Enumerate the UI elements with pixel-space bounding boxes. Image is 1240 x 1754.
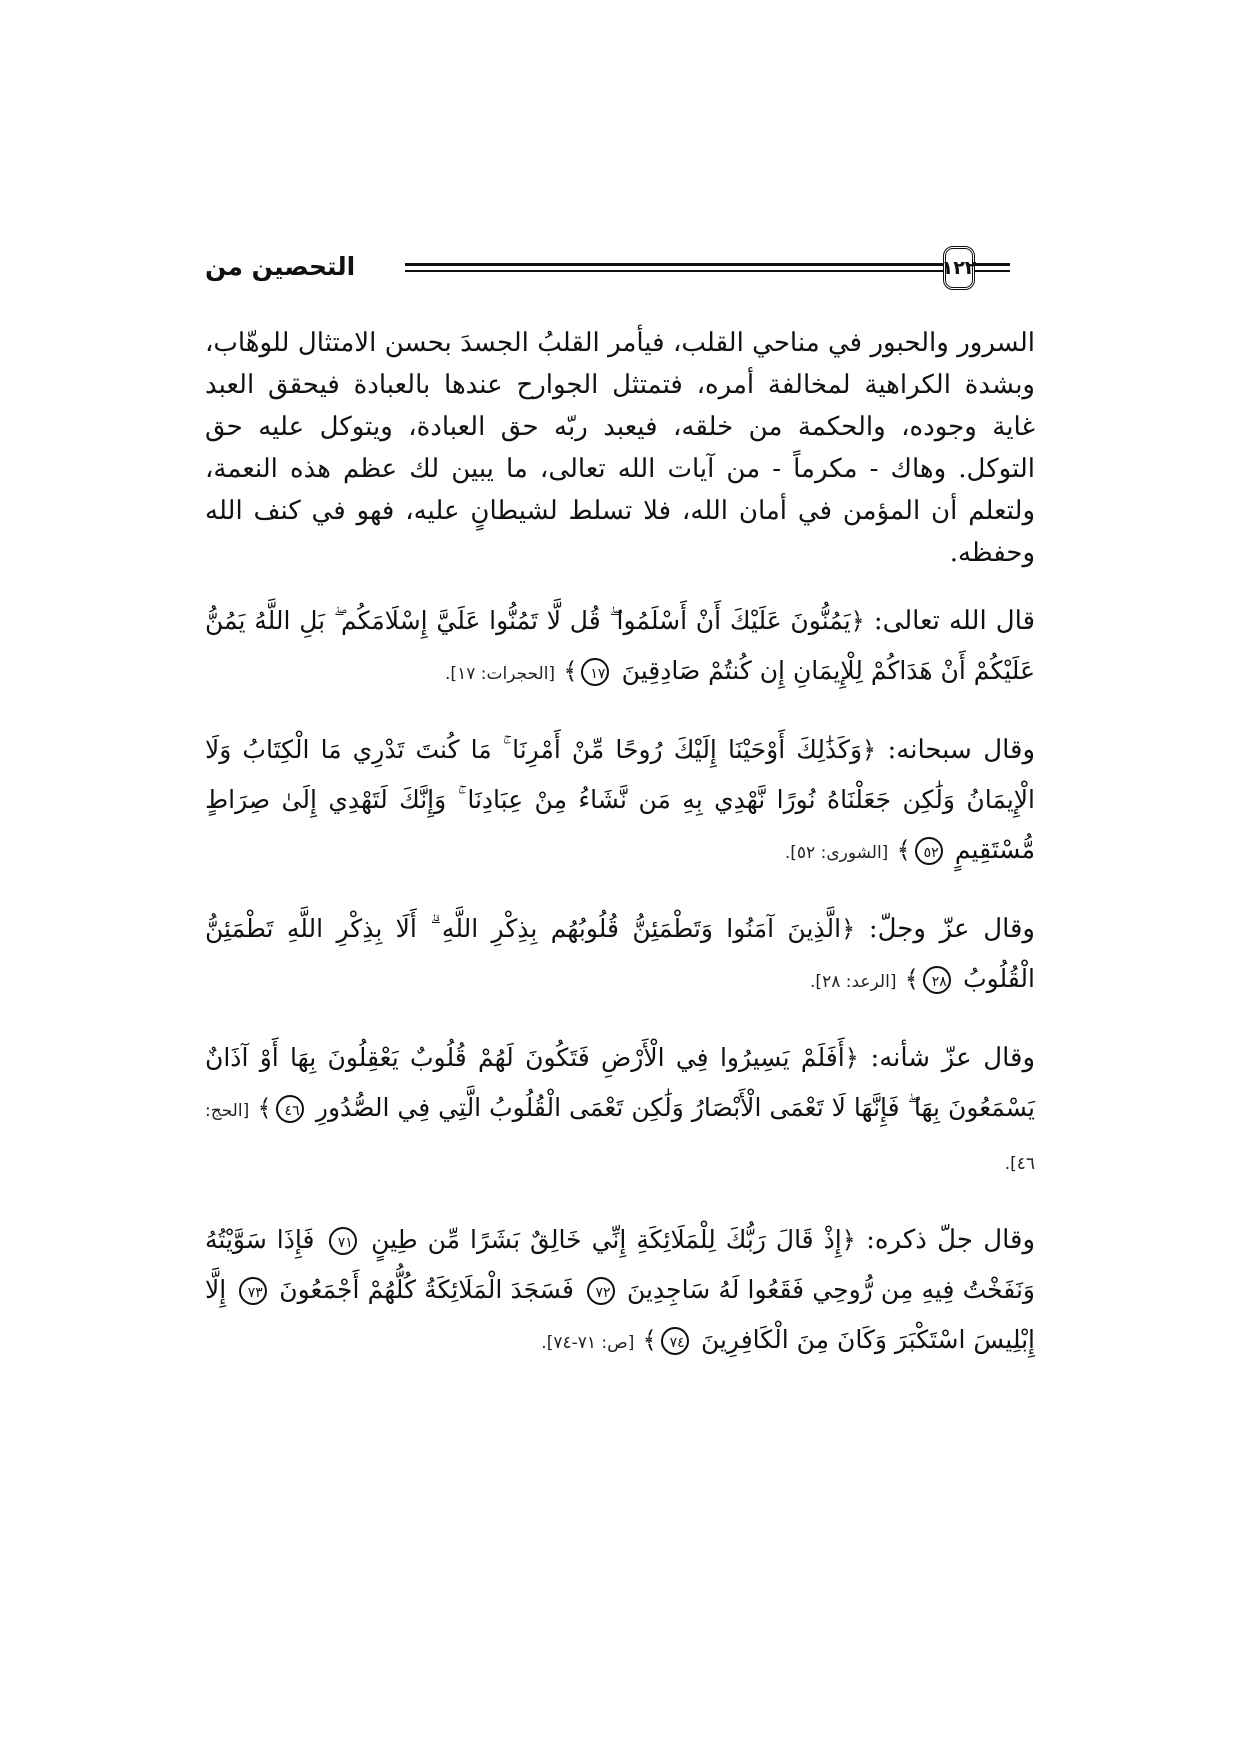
- ayah-number-icon: ١٧: [581, 658, 609, 686]
- quote-open-bracket: ﴿: [850, 607, 865, 635]
- quote-verse: يَمُنُّونَ عَلَيْكَ أَنْ أَسْلَمُوا ۖ قُل لَّا تَمُنُّوا عَلَيَّ إِسْلَامَكُم ۖ بَلِ اللَّهُ يَمُنُّ عَلَيْكُمْ أَنْ هَدَاكُمْ لِلْإِيمَانِ إِن كُنتُمْ صَادِقِينَ: [205, 606, 1035, 685]
- quote-close-bracket: ﴾: [896, 836, 911, 864]
- quote-intro: وقال عزّ شأنه:: [870, 1043, 1036, 1073]
- ayah-number-icon: ٧٤: [661, 1327, 689, 1355]
- ayah-number-icon: ٧٢: [587, 1277, 615, 1305]
- quote-verse: وَكَذَٰلِكَ أَوْحَيْنَا إِلَيْكَ رُوحًا مِّنْ أَمْرِنَا ۚ مَا كُنتَ تَدْرِي مَا الْكِتَابُ وَلَا الْإِيمَانُ وَلَٰكِن جَعَلْنَاهُ نُورًا نَّهْدِي بِهِ مَن نَّشَاءُ مِنْ عِبَادِنَا ۚ وَإِنَّكَ لَتَهْدِي إِلَىٰ صِرَاطٍ مُّسْتَقِيمٍ: [205, 735, 1035, 864]
- quote-close-bracket: ﴾: [257, 1094, 272, 1122]
- quote-close-bracket: ﴾: [642, 1326, 657, 1354]
- quote-reference: [الرعد: ٢٨].: [810, 972, 897, 992]
- quran-quote-4: [205, 1033, 1035, 1189]
- quote-verse: إِذْ قَالَ رَبُّكَ لِلْمَلَائِكَةِ إِنِّي خَالِقٌ بَشَرًا مِّن طِينٍ: [371, 1225, 842, 1254]
- ayah-number-icon: ٢٨: [923, 966, 951, 994]
- body-paragraph: السرور والحبور في مناحي القلب، فيأمر القلبُ الجسدَ بحسن الامتثال للوهّاب، وبشدة الكراهية لمخالفة أمره، فتمتثل الجوارح عندها بالعبادة فيحقق العبد غاية وجوده، والحكمة من خلقه، فيعبد ربّه حق العبادة، ويتوكل عليه حق التوكل. وهاك - مكرماً - من آيات الله تعالى، ما يبين لك عظم هذه النعمة، ولتعلم أن المؤمن في أمان الله، فلا تسلط لشيطانٍ عليه، فهو في كنف الله وحفظه.: [205, 328, 1035, 568]
- quote-open-bracket: ﴿: [841, 1226, 856, 1254]
- quote-open-bracket: ﴿: [862, 736, 877, 764]
- quote-open-bracket: ﴿: [841, 915, 856, 943]
- quote-reference: [الشورى: ٥٢].: [784, 843, 889, 863]
- quote-reference: [الحج: ٤٦].: [205, 1101, 1035, 1174]
- quote-verse: فَإِذَا سَوَّيْتُهُ وَنَفَخْتُ فِيهِ مِن رُّوحِي فَقَعُوا لَهُ سَاجِدِينَ: [205, 1225, 1035, 1304]
- quote-close-bracket: ﴾: [563, 657, 578, 685]
- quote-reference: [ص: ٧١-٧٤].: [541, 1333, 635, 1353]
- quote-intro: وقال جلّ ذكره:: [866, 1225, 1036, 1255]
- quran-quote-2: [205, 725, 1035, 878]
- ayah-number-icon: ٧٣: [239, 1277, 267, 1305]
- page-header: [205, 246, 1035, 292]
- quote-close-bracket: ﴾: [904, 965, 919, 993]
- quote-verse: إِلَّا إِبْلِيسَ اسْتَكْبَرَ وَكَانَ مِنَ الْكَافِرِينَ: [205, 1275, 1035, 1354]
- quote-verse: الَّذِينَ آمَنُوا وَتَطْمَئِنُّ قُلُوبُهُم بِذِكْرِ اللَّهِ ۗ أَلَا بِذِكْرِ اللَّهِ تَطْمَئِنُّ الْقُلُوبُ: [205, 914, 1035, 993]
- quran-quote-5: [205, 1215, 1035, 1368]
- quote-intro: وقال سبحانه:: [887, 735, 1035, 765]
- page-content: [205, 322, 1035, 1394]
- page-number-frame: [943, 246, 975, 290]
- header-rule-right: [975, 263, 1010, 272]
- quote-verse: أَفَلَمْ يَسِيرُوا فِي الْأَرْضِ فَتَكُونَ لَهُمْ قُلُوبٌ يَعْقِلُونَ بِهَا أَوْ آذَانٌ يَسْمَعُونَ بِهَا ۖ فَإِنَّهَا لَا تَعْمَى الْأَبْصَارُ وَلَٰكِن تَعْمَى الْقُلُوبُ الَّتِي فِي الصُّدُورِ: [205, 1043, 1036, 1122]
- ayah-number-icon: ٤٦: [276, 1095, 304, 1123]
- book-title: التحصين من: [205, 252, 356, 281]
- page-number: ١٢٢: [941, 257, 977, 279]
- quote-open-bracket: ﴿: [844, 1044, 859, 1072]
- quran-quote-3: [205, 904, 1035, 1007]
- quran-quote-1: [205, 596, 1035, 699]
- quote-reference: [الحجرات: ١٧].: [445, 664, 556, 684]
- quote-verse: فَسَجَدَ الْمَلَائِكَةُ كُلُّهُمْ أَجْمَعُونَ: [279, 1275, 574, 1304]
- quote-intro: قال الله تعالى:: [873, 606, 1035, 636]
- ayah-number-icon: ٧١: [329, 1227, 357, 1255]
- ayah-number-icon: ٥٢: [915, 837, 943, 865]
- quote-intro: وقال عزّ وجلّ:: [868, 914, 1035, 944]
- header-rule-left: [405, 263, 943, 272]
